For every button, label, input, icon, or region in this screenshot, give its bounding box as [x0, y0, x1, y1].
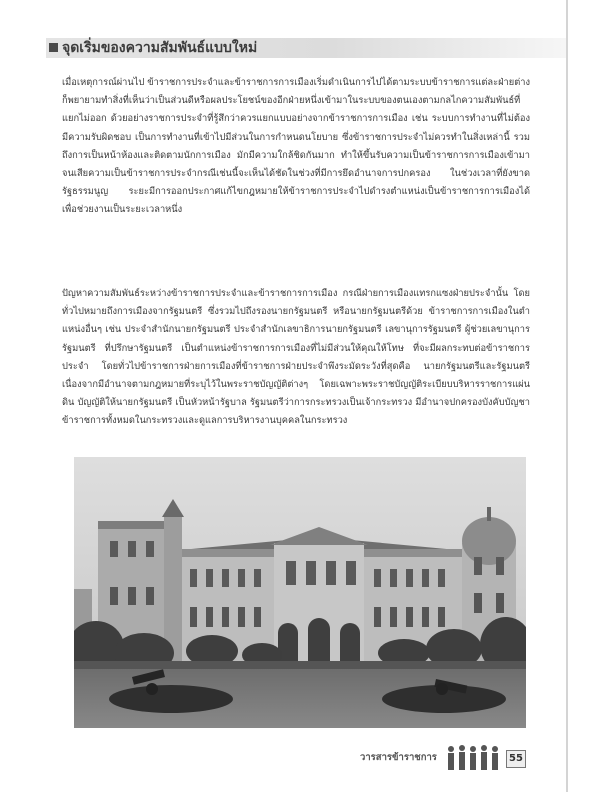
building-photo: [74, 457, 526, 728]
section-heading: จุดเริ่มของความสัมพันธ์แบบใหม่: [62, 40, 258, 56]
journal-name: วารสารข้าราชการ: [360, 752, 437, 763]
body-paragraph-2: ปัญหาความสัมพันธ์ระหว่างข้าราชการประจำและข้าราชการการเมือง กรณีฝ่ายการเมืองแทรกแซงฝ่ายประจำนั้น โดยทั่วไปหมายถึงการเมืองจากรัฐมนตรี ซึ่งรวมไปถึงรองนายกรัฐมนตรี หรือนายกรัฐมนตรีด้วย ข้าราชการการเมืองในตำแหน่งอื่นๆ เช่น ประจำสำนักนายกรัฐมนตรี ประจำสำนักเลขาธิการนายกรัฐมนตรี เลขานุการรัฐมนตรี ผู้ช่วยเลขานุการรัฐมนตรี ที่ปรึกษารัฐมนตรี เป็นตำแหน่งข้าราชการการเมืองที่ไม่มีส่วนให้คุณให้โทษ ที่จะมีผลกระทบต่อข้าราชการประจำ โดยทั่วไปข้าราชการฝ่ายการเมืองที่ข้าราชการฝ่ายประจำพึงระมัดระวังที่สุดคือ นายกรัฐมนตรีและรัฐมนตรี เนื่องจากมีอำนาจตามกฎหมายที่ระบุไว้ในพระราชบัญญัติต่างๆ โดยเฉพาะพระราชบัญญัติระเบียบบริหารราชการแผ่นดิน บัญญัติให้นายกรัฐมนตรี เป็นหัวหน้ารัฐบาล รัฐมนตรีว่าการกระทรวงเป็นเจ้ากระทรวง มีอำนาจปกครองบังคับบัญชาข้าราชการทั้งหมดในกระทรวงและดูแลการบริหารงานบุคคลในกระทรวง: [62, 288, 530, 427]
page-edge-divider: [566, 0, 568, 792]
section-bullet-square: [49, 43, 58, 52]
people-silhouette-icon: [446, 744, 502, 772]
body-paragraph-1: เมื่อเหตุการณ์ผ่านไป ข้าราชการประจำและข้าราชการการเมืองเริ่มดำเนินการไปได้ตามระบบข้าราชการแต่ละฝ่ายต่างก็พยายามทำสิ่งที่เห็นว่าเป็นส่วนดีหรือผลประโยชน์ของอีกฝ่ายหนึ่งเข้ามาในระบบของตนเองตามกลไกความสัมพันธ์ที่แยกไม่ออก ด้วยอย่างราชการประจำที่รู้สึกว่าควรแยกแบบอย่างจากข้าราชการการเมือง เช่น ระบบการทำงานที่ไม่ต้องมีความรับผิดชอบ เป็นการทำงานที่เข้าไปมีส่วนในการกำหนดนโยบาย ซึ่งข้าราชการประจำไม่ควรทำในสิ่งเหล่านี้ รวมถึงการเป็นหน้าห้องและติดตามนักการเมือง มักมีความใกล้ชิดกันมาก ทำให้ขึ้นรับความเป็นข้าราชการการเมืองเข้ามาจนเสียความเป็นข้าราชการประจำกรณีเช่นนี้จะเห็นได้ชัดในช่วงที่มีการยึดอำนาจการปกครอง ในช่วงเวลาที่ยังขาดรัฐธรรมนูญ ระยะมีการออกประกาศแก้ไขกฎหมายให้ข้าราชการประจำไปดำรงตำแหน่งเป็นข้าราชการการเมืองได้ เพื่อช่วยงานเป็นระยะเวลาหนึ่ง: [62, 77, 530, 216]
page-number: 55: [506, 750, 526, 768]
